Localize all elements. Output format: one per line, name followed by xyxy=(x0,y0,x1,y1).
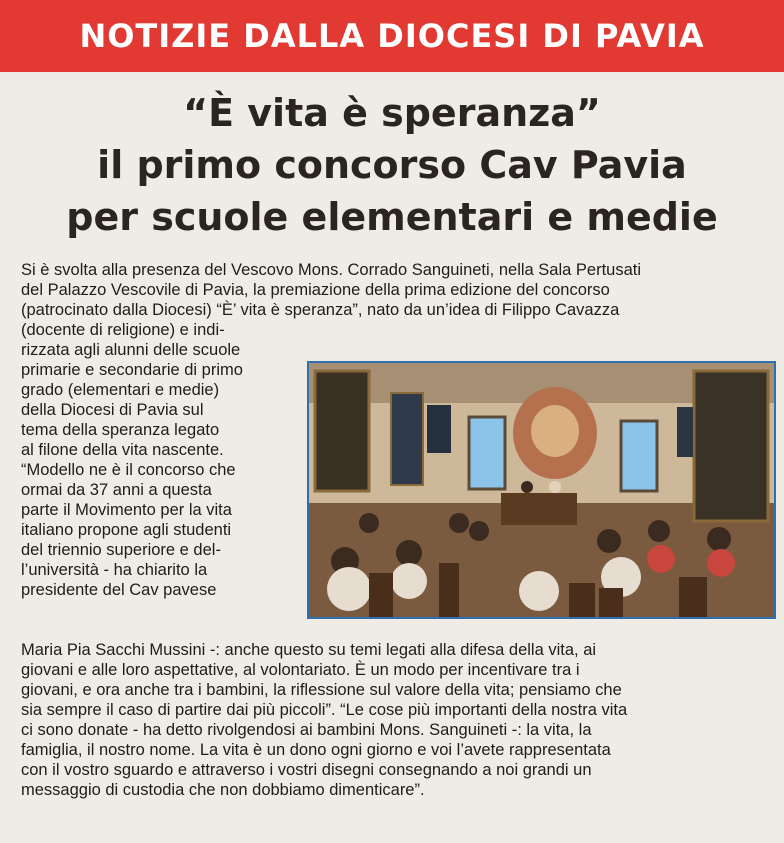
article-column-line: presidente del Cav pavese xyxy=(21,581,217,599)
article-column-line: “Modello ne è il concorso che xyxy=(21,461,236,479)
article-line: del Palazzo Vescovile di Pavia, la premiazione della prima edizione del concorso xyxy=(21,281,610,299)
article-column-line: rizzata agli alunni delle scuole xyxy=(21,341,241,359)
article-column-line: grado (elementari e medie) xyxy=(21,381,220,399)
article-line: messaggio di custodia che non dobbiamo dimenticare”. xyxy=(21,781,425,799)
article-column-line: parte il Movimento per la vita xyxy=(21,501,232,519)
section-banner xyxy=(0,0,784,72)
headline-line-1: “È vita è speranza” xyxy=(183,91,601,135)
headline-line-2: il primo concorso Cav Pavia xyxy=(97,143,687,187)
article-line: Maria Pia Sacchi Mussini -: anche questo su temi legati alla difesa della vita, ai xyxy=(21,641,597,659)
event-photo xyxy=(307,361,776,619)
article-column-line: della Diocesi di Pavia sul xyxy=(21,401,204,419)
article-column-line: tema della speranza legato xyxy=(21,421,220,439)
section-banner-title: NOTIZIE DALLA DIOCESI DI PAVIA xyxy=(79,17,705,55)
article-line: (patrocinato dalla Diocesi) “È’ vita è speranza”, nato da un’idea di Filippo Cavazza xyxy=(21,301,620,319)
article-column-line: primarie e secondarie di primo xyxy=(21,361,243,379)
event-photo-illustration xyxy=(309,363,774,617)
article-line: ci sono donate - ha detto rivolgendosi ai bambini Mons. Sanguineti -: la vita, la xyxy=(21,721,592,739)
article-line: giovani, e ora anche tra i bambini, la riflessione sul valore della vita; pensiamo che xyxy=(21,681,622,699)
article-column-line: del triennio superiore e del- xyxy=(21,541,221,559)
article-line: Si è svolta alla presenza del Vescovo Mons. Corrado Sanguineti, nella Sala Pertusati xyxy=(21,261,642,279)
article-line: famiglia, il nostro nome. La vita è un dono ogni giorno e voi l’avete rappresentata xyxy=(21,741,611,759)
headline-line-3: per scuole elementari e medie xyxy=(66,195,718,239)
article-column-line: l’università - ha chiarito la xyxy=(21,561,208,579)
article-column-line: (docente di religione) e indi- xyxy=(21,321,225,339)
article-line: con il vostro sguardo e attraverso i vostri disegni consegnando a noi grandi un xyxy=(21,761,592,779)
article-line: sia sempre il caso di partire dai più piccoli”. “Le cose più importanti della nostra vita xyxy=(21,701,628,719)
article-column-line: ormai da 37 anni a questa xyxy=(21,481,212,499)
article-column-line: italiano propone agli studenti xyxy=(21,521,232,539)
article-column-line: al filone della vita nascente. xyxy=(21,441,224,459)
article-line: giovani e alle loro aspettative, al volontariato. È un modo per incentivare tra i xyxy=(21,661,580,679)
